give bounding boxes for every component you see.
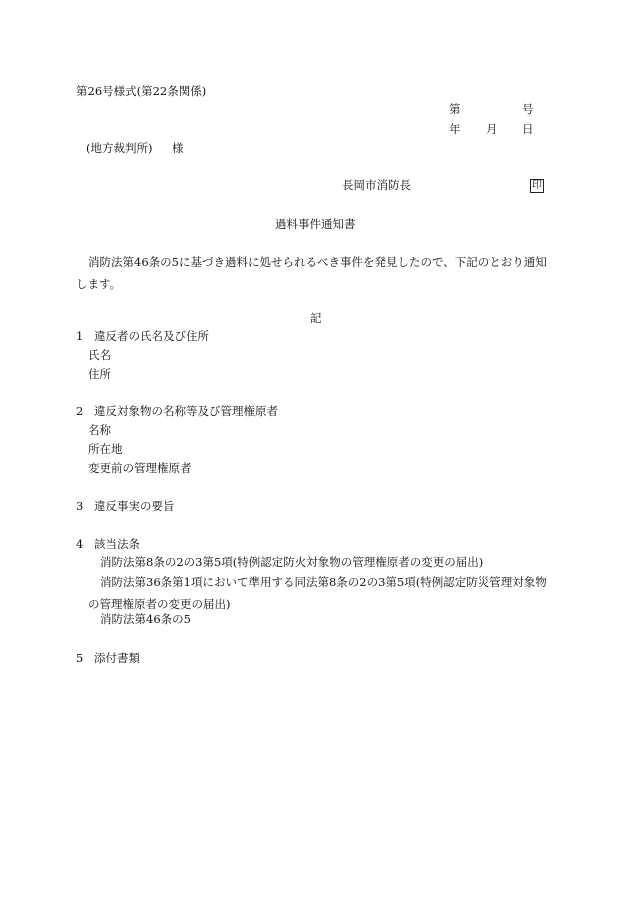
item-3-heading: 違反事実の要旨 (94, 499, 175, 513)
date-year: 年 (449, 122, 461, 136)
item-1-number: 1 (76, 329, 84, 343)
item-1-field-address: 住所 (88, 367, 111, 381)
document-title: 過料事件通知書 (275, 217, 356, 231)
item-5-number: 5 (76, 651, 84, 665)
item-5-heading: 添付書類 (94, 651, 140, 665)
addressee: (地方裁判所) (86, 141, 153, 155)
date-month: 月 (486, 122, 498, 136)
honorific: 様 (172, 141, 184, 155)
item-2-heading: 違反対象物の名称等及び管理権原者 (94, 404, 278, 418)
sender-title: 長岡市消防長 (342, 178, 411, 192)
item-1-heading: 違反者の氏名及び住所 (94, 329, 209, 343)
item-4-law-1: 消防法第8条の2の3第5項(特例認定防火対象物の管理権原者の変更の届出) (100, 555, 484, 569)
item-1-field-name: 氏名 (88, 348, 111, 362)
form-number: 第26号様式(第22条関係) (76, 84, 207, 98)
item-2-field-previous-manager: 変更前の管理権原者 (88, 461, 192, 475)
item-4-law-3: 消防法第46条の5 (100, 612, 191, 626)
item-4-law-2: 消防法第36条第1項において準用する同法第8条の2の3第5項(特例認定防災管理対象物の管理権原者の変更の届出) (88, 575, 547, 611)
item-2-field-name: 名称 (88, 423, 111, 437)
item-4-heading: 該当法条 (94, 537, 140, 551)
number-suffix: 号 (522, 102, 534, 116)
item-3-number: 3 (76, 499, 84, 513)
item-2-number: 2 (76, 404, 84, 418)
seal-mark: 印 (532, 180, 542, 191)
item-2-field-location: 所在地 (88, 442, 123, 456)
item-4-number: 4 (76, 537, 84, 551)
ki-marker: 記 (310, 311, 322, 325)
date-day: 日 (522, 122, 534, 136)
body-paragraph: 消防法第46条の5に基づき過料に処せられるべき事件を発見したので、下記のとおり通知します。 (76, 255, 547, 291)
number-prefix: 第 (449, 102, 461, 116)
